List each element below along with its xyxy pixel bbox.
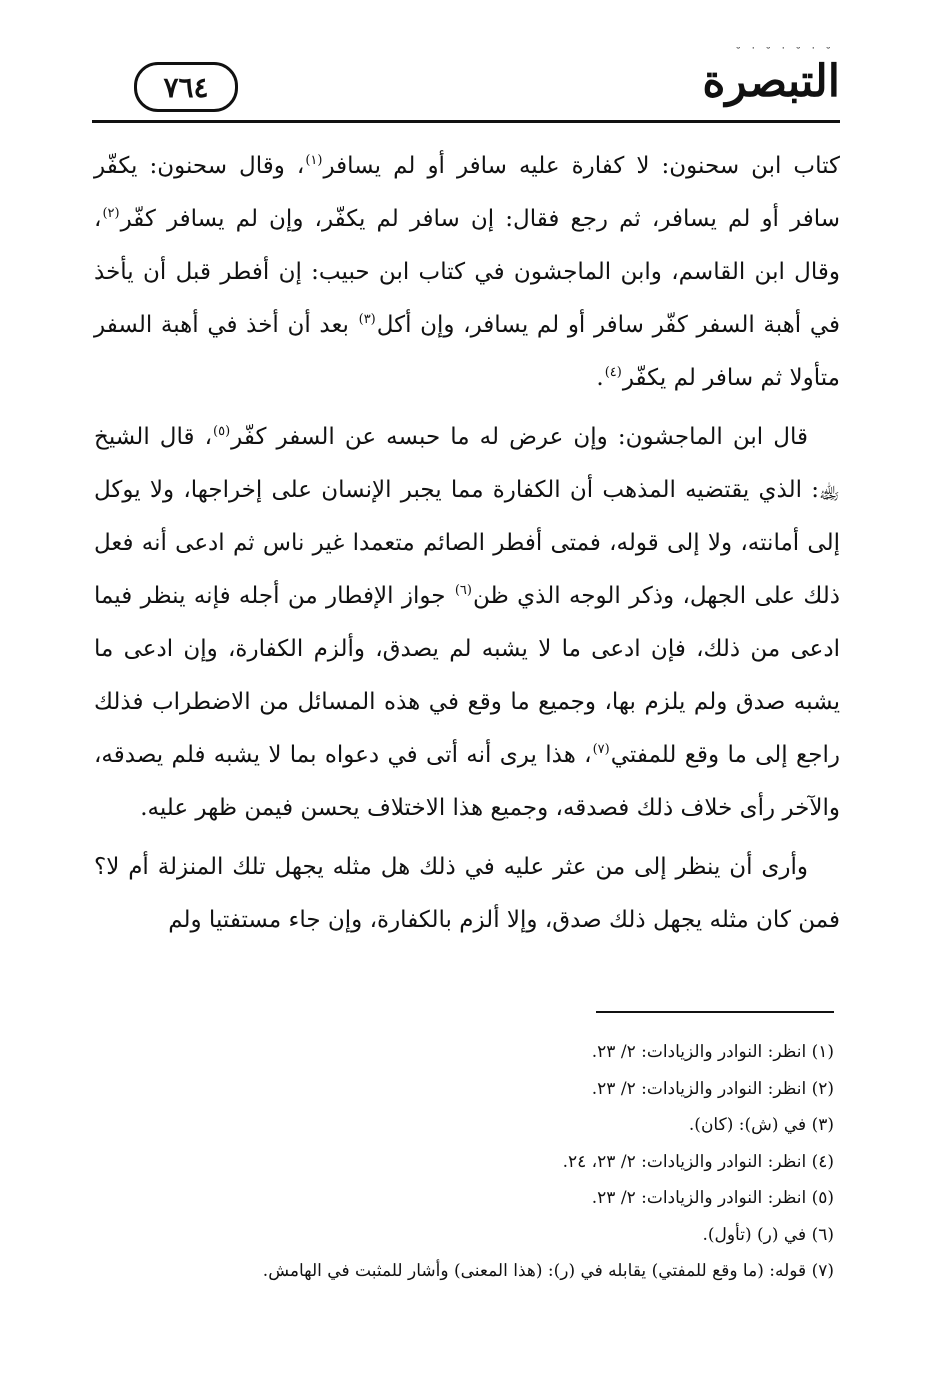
footnotes-list: [134, 1034, 834, 1290]
title-ornament: ˘ ˙ ˘ ˙ ˘ ˙ ˘: [735, 46, 834, 59]
footnote-ref[interactable]: (٥): [213, 424, 231, 440]
footnote-item: (٤) انظر: النوادر والزيادات: ٢/ ٢٣، ٢٤.: [562, 1151, 834, 1172]
text-segment: ، قال الشيخ ﵀: الذي يقتضيه المذهب أن الكفارة مما يجبر الإنسان على إخراجها، ولا يوكل إلى أمانته، ولا إلى قوله، فمتى أفطر الصائم متعمدا غير ناس ثم ادعى أنه فعل ذلك على الجهل، وذكر الوجه الذي ظن: [94, 424, 840, 609]
footnote-ref[interactable]: (٢): [102, 206, 120, 222]
text-segment: جواز الإفطار من أجله فإنه ينظر فيما ادعى من ذلك، فإن ادعى ما لا يشبه لم يصدق، وألزم الكفارة، وإن ادعى ما يشبه صدق ولم يلزم بها، وجميع ما وقع في هذه المسائل من الاضطراب فذلك راجع إلى ما وقع للمفتي: [94, 583, 840, 768]
footnote-item: (٥) انظر: النوادر والزيادات: ٢/ ٢٣.: [591, 1188, 834, 1208]
paragraph-3: [94, 841, 840, 947]
footnote-ref[interactable]: (٣): [358, 312, 376, 328]
text-segment: ، وقال سحنون: يكفّر سافر أو لم يسافر، ثم رجع فقال: إن سافر لم يكفّر، وإن لم يسافر كفّر: [94, 153, 840, 232]
footnote-ref[interactable]: (٧): [592, 742, 610, 758]
text-segment: كتاب ابن سحنون: لا كفارة عليه سافر أو لم يسافر: [323, 153, 840, 179]
footnote-ref[interactable]: (٤): [604, 365, 622, 381]
text-segment: .: [596, 365, 604, 391]
footnote-item: (٢) انظر: النوادر والزيادات: ٢/ ٢٣.: [591, 1078, 834, 1099]
text-segment: قال ابن الماجشون: وإن عرض له ما حبسه عن السفر كفّر: [231, 424, 808, 450]
footnote-ref[interactable]: (١): [305, 153, 323, 169]
header-divider: [92, 120, 840, 123]
book-title: التبصرة: [702, 56, 840, 107]
footnote-divider: [596, 1011, 834, 1013]
text-segment: ، هذا يرى أنه أتى في دعواه بما لا يشبه فلم يصدقه، والآخر رأى خلاف ذلك فصدقه، وجميع هذا الاختلاف يحسن فيمن ظهر عليه.: [94, 742, 840, 821]
footnote-item: (٦) في (ر) (تأول).: [702, 1224, 834, 1245]
text-segment: ، وقال ابن القاسم، وابن الماجشون في كتاب ابن حبيب: إن أفطر قبل أن يأخذ في أهبة السفر كفّر سافر أو لم يسافر، وإن أكل: [94, 206, 840, 338]
page-header: [92, 46, 840, 124]
paragraph-1: [94, 140, 840, 405]
footnote-ref[interactable]: (٦): [454, 583, 472, 599]
text-segment: وأرى أن ينظر إلى من عثر عليه في ذلك هل مثله يجهل تلك المنزلة أم لا؟ فمن كان مثله يجهل ذلك صدق، وإلا ألزم بالكفارة، وإن جاء مستفتيا ولم: [94, 854, 840, 933]
footnote-item: (٣) في (ش): (كان).: [688, 1115, 834, 1135]
main-text: [94, 140, 840, 947]
page-number: ٧٦٤: [134, 62, 238, 112]
footnote-item: (٧) قوله: (ما وقع للمفتي) يقابله في (ر): (هذا المعنى) وأشار للمثبت في الهامش.: [262, 1261, 834, 1281]
paragraph-2: [94, 411, 840, 835]
footnote-item: (١) انظر: النوادر والزيادات: ٢/ ٢٣.: [591, 1042, 834, 1062]
text-segment: بعد أن أخذ في أهبة السفر متأولا ثم سافر لم يكفّر: [94, 312, 840, 391]
